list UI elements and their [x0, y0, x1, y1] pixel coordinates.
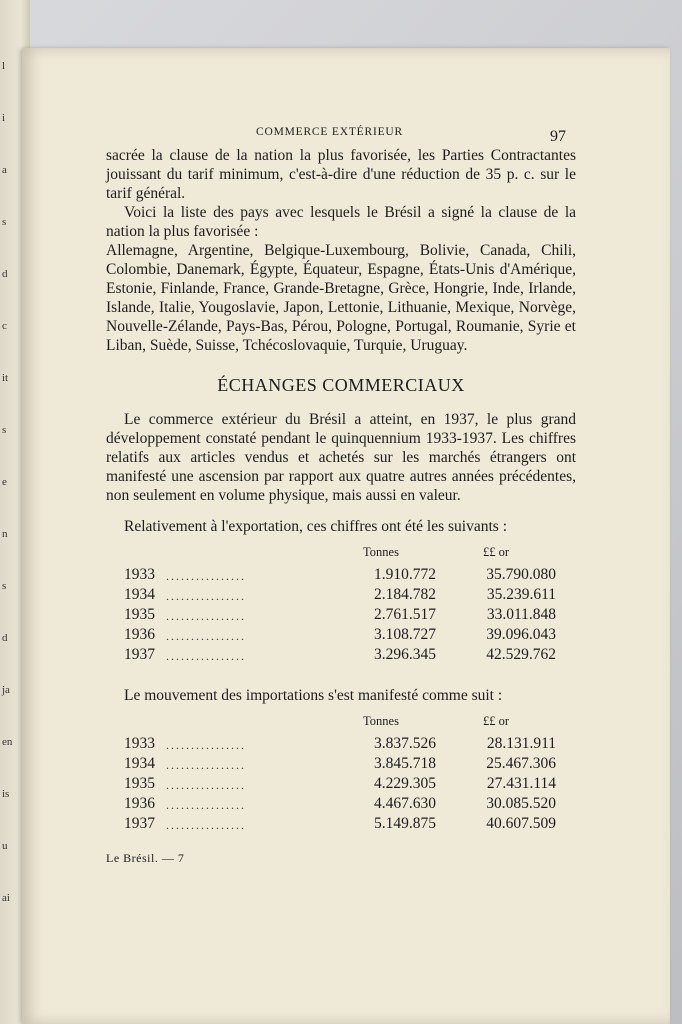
facing-page-fragment: i — [2, 112, 6, 124]
exports-dots-cell: ................ — [166, 589, 246, 603]
facing-page-fragment: u — [2, 840, 8, 852]
imports-dots-cell: ................ — [166, 818, 246, 832]
imports-gold-cell: 25.467.306 — [486, 755, 556, 772]
facing-page-fragment: ai — [2, 892, 10, 904]
page-content — [106, 118, 576, 866]
facing-page-fragment: n — [2, 528, 8, 540]
facing-page-fragment: s — [2, 580, 7, 592]
imports-year-cell: 1933 — [124, 735, 155, 752]
imports-dots-cell: ................ — [166, 758, 246, 772]
facing-page-fragment: e — [2, 476, 7, 488]
paragraph-trade-overview: Le commerce extérieur du Brésil a atteint, en 1937, le plus grand développement constaté pendant le quinquennium 1933-1937. Les chiffres relatifs aux articles vendus et achetés sur les marchés étrangers ont manifesté une ascension par rapport aux quatre autres années précédentes, non seulement en volume physique, mais aussi en valeur. — [106, 411, 576, 504]
imports-year-cell: 1936 — [124, 795, 155, 812]
exports-gold-cell: 39.096.043 — [486, 626, 556, 643]
book-page — [22, 48, 670, 1024]
section-title: ÉCHANGES COMMERCIAUX — [217, 375, 465, 395]
exports-row — [124, 564, 556, 584]
imports-row — [124, 753, 556, 773]
exports-tonnes-cell: 3.108.727 — [374, 626, 436, 643]
page-number: 97 — [550, 128, 566, 145]
imports-row — [124, 793, 556, 813]
paragraph-clause: sacrée la clause de la nation la plus favorisée, les Parties Contractantes jouissant du tarif minimum, c'est-à-dire d'une réduction de 35 p. c. sur le tarif général. — [106, 147, 576, 202]
exports-year-cell: 1935 — [124, 606, 155, 623]
imports-gold-cell: 40.607.509 — [486, 815, 556, 832]
signature-mark: Le Brésil. — 7 — [106, 851, 185, 865]
imports-tonnes-cell: 4.229.305 — [374, 775, 436, 792]
paragraph-exports-intro: Relativement à l'exportation, ces chiffres ont été les suivants : — [124, 518, 508, 535]
imports-table — [124, 713, 556, 833]
imports-row — [124, 773, 556, 793]
facing-page-fragment: c — [2, 320, 7, 332]
exports-dots-cell: ................ — [166, 649, 246, 663]
exports-gold-cell: 33.011.848 — [486, 606, 556, 623]
exports-row — [124, 584, 556, 604]
exports-col-tonnes: Tonnes — [363, 545, 399, 559]
exports-year-cell: 1934 — [124, 586, 155, 603]
country-list: Allemagne, Argentine, Belgique-Luxembourg, Bolivie, Canada, Chili, Colombie, Danemark, Égypte, Équateur, Espagne, États-Unis d'Amérique, Estonie, Finlande, France, Grande-Bretagne, Grèce, Hongrie, Inde, Irlande, Islande, Italie, Yougoslavie, Japon, Lettonie, Lithuanie, Mexique, Norvège, Nouvelle-Zélande, Pays-Bas, Pérou, Pologne, Portugal, Roumanie, Syrie et Liban, Suède, Suisse, Tchécoslovaquie, Turquie, Uruguay. — [106, 242, 576, 354]
imports-tonnes-cell: 3.845.718 — [374, 755, 436, 772]
facing-page-fragment: d — [2, 268, 8, 280]
facing-page-fragment: is — [2, 788, 10, 800]
exports-gold-cell: 35.239.611 — [486, 586, 556, 603]
imports-year-cell: 1937 — [124, 815, 155, 832]
imports-gold-cell: 28.131.911 — [486, 735, 556, 752]
imports-tonnes-cell: 4.467.630 — [374, 795, 436, 812]
facing-page-fragment: en — [2, 736, 13, 748]
imports-year-cell: 1935 — [124, 775, 155, 792]
imports-tonnes-cell: 5.149.875 — [374, 815, 436, 832]
exports-dots-cell: ................ — [166, 629, 246, 643]
exports-gold-cell: 35.790.080 — [486, 566, 556, 583]
facing-page-fragment: it — [2, 372, 9, 384]
exports-year-cell: 1937 — [124, 646, 155, 663]
imports-tonnes-cell: 3.837.526 — [374, 735, 436, 752]
exports-dots-cell: ................ — [166, 609, 246, 623]
imports-dots-cell: ................ — [166, 778, 246, 792]
exports-dots-cell: ................ — [166, 569, 246, 583]
paragraph-imports-intro: Le mouvement des importations s'est manifesté comme suit : — [124, 687, 503, 704]
imports-table-header — [124, 713, 556, 733]
running-head: COMMERCE EXTÉRIEUR — [256, 126, 403, 138]
facing-page-fragment: l — [2, 60, 6, 72]
exports-gold-cell: 42.529.762 — [486, 646, 556, 663]
exports-table — [124, 544, 556, 664]
exports-tonnes-cell: 1.910.772 — [374, 566, 436, 583]
exports-row — [124, 644, 556, 664]
facing-page-fragment: d — [2, 632, 8, 644]
imports-col-gold: ££ or — [482, 714, 510, 728]
exports-table-header — [124, 544, 556, 564]
imports-dots-cell: ................ — [166, 798, 246, 812]
exports-tonnes-cell: 2.184.782 — [374, 586, 436, 603]
exports-tonnes-cell: 3.296.345 — [374, 646, 436, 663]
facing-page-fragment: s — [2, 216, 7, 228]
imports-col-tonnes: Tonnes — [363, 714, 399, 728]
imports-row — [124, 733, 556, 753]
exports-year-cell: 1936 — [124, 626, 155, 643]
facing-page-fragment: s — [2, 424, 7, 436]
exports-year-cell: 1933 — [124, 566, 155, 583]
imports-gold-cell: 27.431.114 — [486, 775, 556, 792]
paragraph-country-list-intro: Voici la liste des pays avec lesquels le Brésil a signé la clause de la nation la plus favorisée : — [106, 204, 576, 240]
exports-row — [124, 624, 556, 644]
imports-gold-cell: 30.085.520 — [486, 795, 556, 812]
imports-dots-cell: ................ — [166, 738, 246, 752]
exports-tonnes-cell: 2.761.517 — [374, 606, 436, 623]
exports-col-gold: ££ or — [482, 545, 510, 559]
facing-page-fragment: a — [2, 164, 7, 176]
exports-row — [124, 604, 556, 624]
imports-year-cell: 1934 — [124, 755, 155, 772]
facing-page-fragment: ja — [2, 684, 10, 696]
imports-row — [124, 813, 556, 833]
page-header — [106, 118, 576, 146]
